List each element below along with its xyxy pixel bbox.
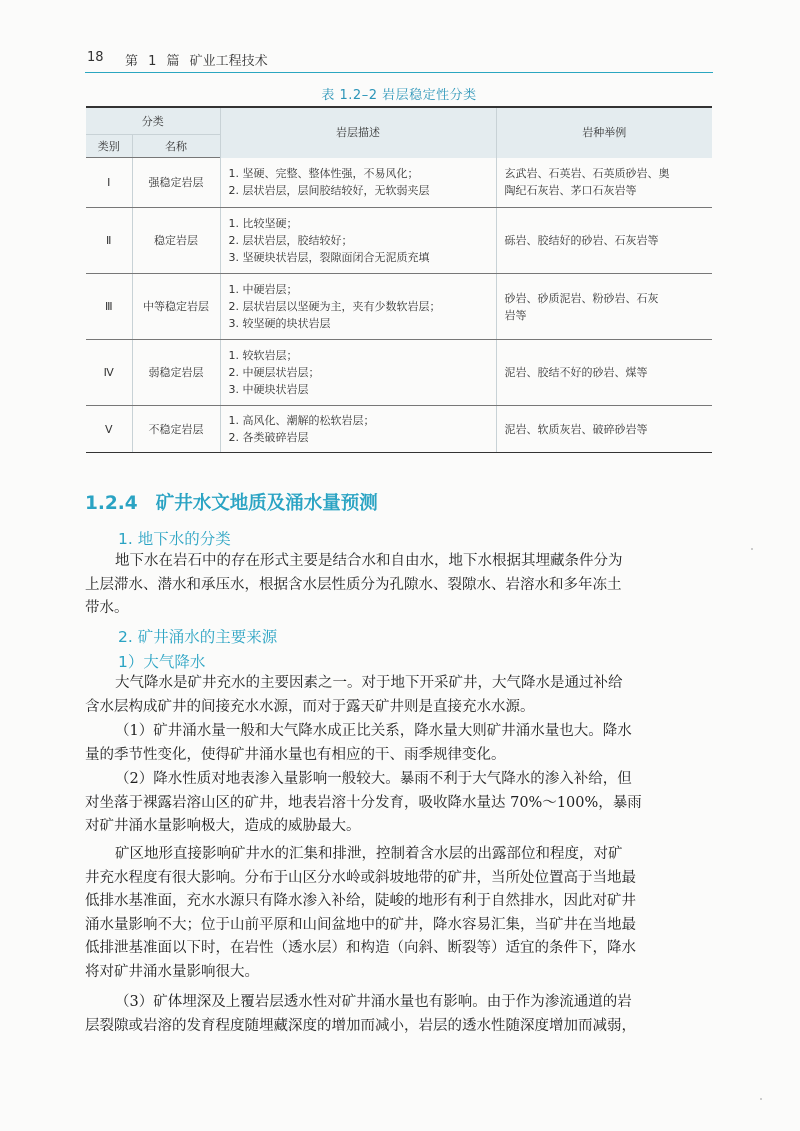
description-line: 1. 较软岩层； — [228, 349, 298, 362]
text-line: 将对矿井涌水量影响很大。 — [85, 963, 259, 980]
text-line: 层裂隙或岩溶的发育程度随埋藏深度的增加而减小，岩层的透水性随深度增加而减弱， — [85, 1017, 636, 1034]
text-line: 低排泄基准面以下时，在岩性（透水层）和构造（向斜、断裂等）适宜的条件下，降水 — [85, 940, 636, 956]
examples-line: 玄武岩、石英岩、石英质砂岩、奥 — [504, 167, 670, 181]
description-line: 2. 层状岩层，层间胶结较好，无软弱夹层 — [228, 184, 430, 198]
paragraph-item-1 — [85, 720, 712, 767]
description-line: 3. 较坚硬的块状岩层 — [228, 317, 331, 330]
section-title: 矿井水文地质及涌水量预测 — [155, 493, 378, 514]
description-line: 1. 高风化、潮解的松软岩层； — [228, 414, 375, 427]
part-title: 第 1 篇 矿业工程技术 — [125, 54, 268, 69]
cell-description — [220, 158, 496, 208]
text-line: 上层滞水、潜水和承压水，根据含水层性质分为孔隙水、裂隙水、岩溶水和多年冻土 — [85, 576, 622, 593]
cell-examples — [496, 208, 712, 274]
cell-description — [220, 208, 496, 274]
cell-description — [220, 406, 496, 453]
text-line: 量的季节性变化，使得矿井涌水量也有相应的干、雨季规律变化。 — [85, 746, 506, 763]
examples-line: 泥岩、软质灰岩、破碎砂岩等 — [504, 422, 648, 436]
description-line: 2. 中硬层状岩层； — [228, 366, 320, 379]
cell-name: 强稳定岩层 — [132, 158, 220, 208]
paragraph-item-3 — [85, 991, 712, 1038]
text-line: （2）降水性质对地表渗入量影响一般较大。暴雨不利于大气降水的渗入补给，但 — [115, 771, 632, 787]
description-line: 3. 中硬块状岩层 — [228, 383, 309, 396]
header-group: 分类 — [86, 107, 220, 135]
text-line: 含水层构成矿井的间接充水水源，而对于露天矿井则是直接充水水源。 — [85, 698, 535, 715]
description-line: 1. 中硬岩层； — [228, 283, 298, 296]
cell-name: 弱稳定岩层 — [132, 340, 220, 406]
text-line: 矿区地形直接影响矿井水的汇集和排泄，控制着含水层的出露部位和程度，对矿 — [115, 846, 623, 862]
examples-line: 砂岩、砂质泥岩、粉砂岩、石灰 — [504, 291, 659, 305]
description-line: 3. 坚硬块状岩层，裂隙面闭合无泥质充填 — [228, 251, 430, 264]
table-caption: 表 1.2–2 岩层稳定性分类 — [321, 88, 477, 103]
rock-stability-table — [86, 106, 712, 453]
text-line: （3）矿体埋深及上覆岩层透水性对矿井涌水量也有影响。由于作为渗流通道的岩 — [115, 994, 632, 1010]
text-line: 带水。 — [85, 600, 129, 616]
running-header — [85, 44, 713, 73]
text-line: 大气降水是矿井充水的主要因素之一。对于地下开采矿井，大气降水是通过补给 — [115, 675, 623, 691]
table-row — [86, 340, 712, 406]
scan-speck — [760, 1098, 762, 1100]
description-line: 1. 坚硬、完整、整体性强，不易风化； — [228, 167, 419, 181]
cell-examples — [496, 158, 712, 208]
examples-line: 砾岩、胶结好的砂岩、石灰岩等 — [504, 234, 659, 247]
examples-line: 泥岩、胶结不好的砂岩、煤等 — [504, 366, 648, 379]
examples-line: 岩等 — [504, 308, 527, 322]
cell-category: Ⅰ — [86, 158, 132, 208]
text-line: 涌水量影响不大；位于山前平原和山间盆地中的矿井，降水容易汇集，当矿井在当地最 — [85, 916, 636, 933]
table-row — [86, 406, 712, 453]
examples-line: 陶纪石灰岩、茅口石灰岩等 — [504, 184, 637, 198]
cell-category: Ⅳ — [86, 340, 132, 406]
cell-name: 不稳定岩层 — [132, 406, 220, 453]
cell-examples — [496, 340, 712, 406]
cell-examples — [496, 406, 712, 453]
table-row — [86, 158, 712, 208]
cell-category: Ⅱ — [86, 208, 132, 274]
scan-speck — [751, 548, 753, 550]
text-line: 对坐落于裸露岩溶山区的矿井，地表岩溶十分发育，吸收降水量达 70%～100%，暴雨 — [85, 794, 642, 811]
paragraph-item-2 — [85, 768, 712, 839]
cell-examples — [496, 274, 712, 340]
table-row — [86, 208, 712, 274]
description-line: 1. 比较坚硬； — [228, 217, 298, 230]
subheading-inflow-sources: 2. 矿井涌水的主要来源 — [118, 628, 278, 646]
text-line: 低排水基准面，充水水源只有降水渗入补给，陡峻的地形有利于自然排水，因此对矿井 — [85, 893, 636, 909]
cell-description — [220, 274, 496, 340]
cell-description — [220, 340, 496, 406]
subheading-groundwater: 1. 地下水的分类 — [118, 530, 231, 548]
cell-category: Ⅲ — [86, 274, 132, 340]
header-category: 类别 — [86, 135, 132, 158]
text-line: （1）矿井涌水量一般和大气降水成正比关系，降水量大则矿井涌水量也大。降水 — [115, 723, 632, 739]
description-line: 2. 各类破碎岩层 — [228, 431, 309, 444]
header-examples: 岩种举例 — [496, 107, 712, 158]
cell-name: 稳定岩层 — [132, 208, 220, 274]
paragraph-precipitation — [85, 672, 712, 719]
description-line: 2. 层状岩层，胶结较好； — [228, 234, 353, 247]
table-row — [86, 274, 712, 340]
text-line: 对矿井涌水量影响极大，造成的威胁最大。 — [85, 818, 361, 834]
header-name: 名称 — [132, 135, 220, 158]
paragraph-groundwater — [85, 550, 712, 621]
cell-category: Ⅴ — [86, 406, 132, 453]
subheading-precipitation: 1）大气降水 — [118, 653, 206, 671]
section-number: 1.2.4 — [85, 493, 138, 514]
description-line: 2. 层状岩层以坚硬为主，夹有少数软岩层； — [228, 300, 441, 313]
page-number: 18 — [87, 50, 104, 65]
header-description: 岩层描述 — [220, 107, 496, 158]
paragraph-terrain — [85, 843, 712, 984]
text-line: 井充水程度有很大影响。分布于山区分水岭或斜坡地带的矿井，当所处位置高于当地最 — [85, 869, 636, 886]
cell-name: 中等稳定岩层 — [132, 274, 220, 340]
text-line: 地下水在岩石中的存在形式主要是结合水和自由水，地下水根据其埋藏条件分为 — [115, 553, 623, 569]
section-heading — [85, 489, 378, 515]
